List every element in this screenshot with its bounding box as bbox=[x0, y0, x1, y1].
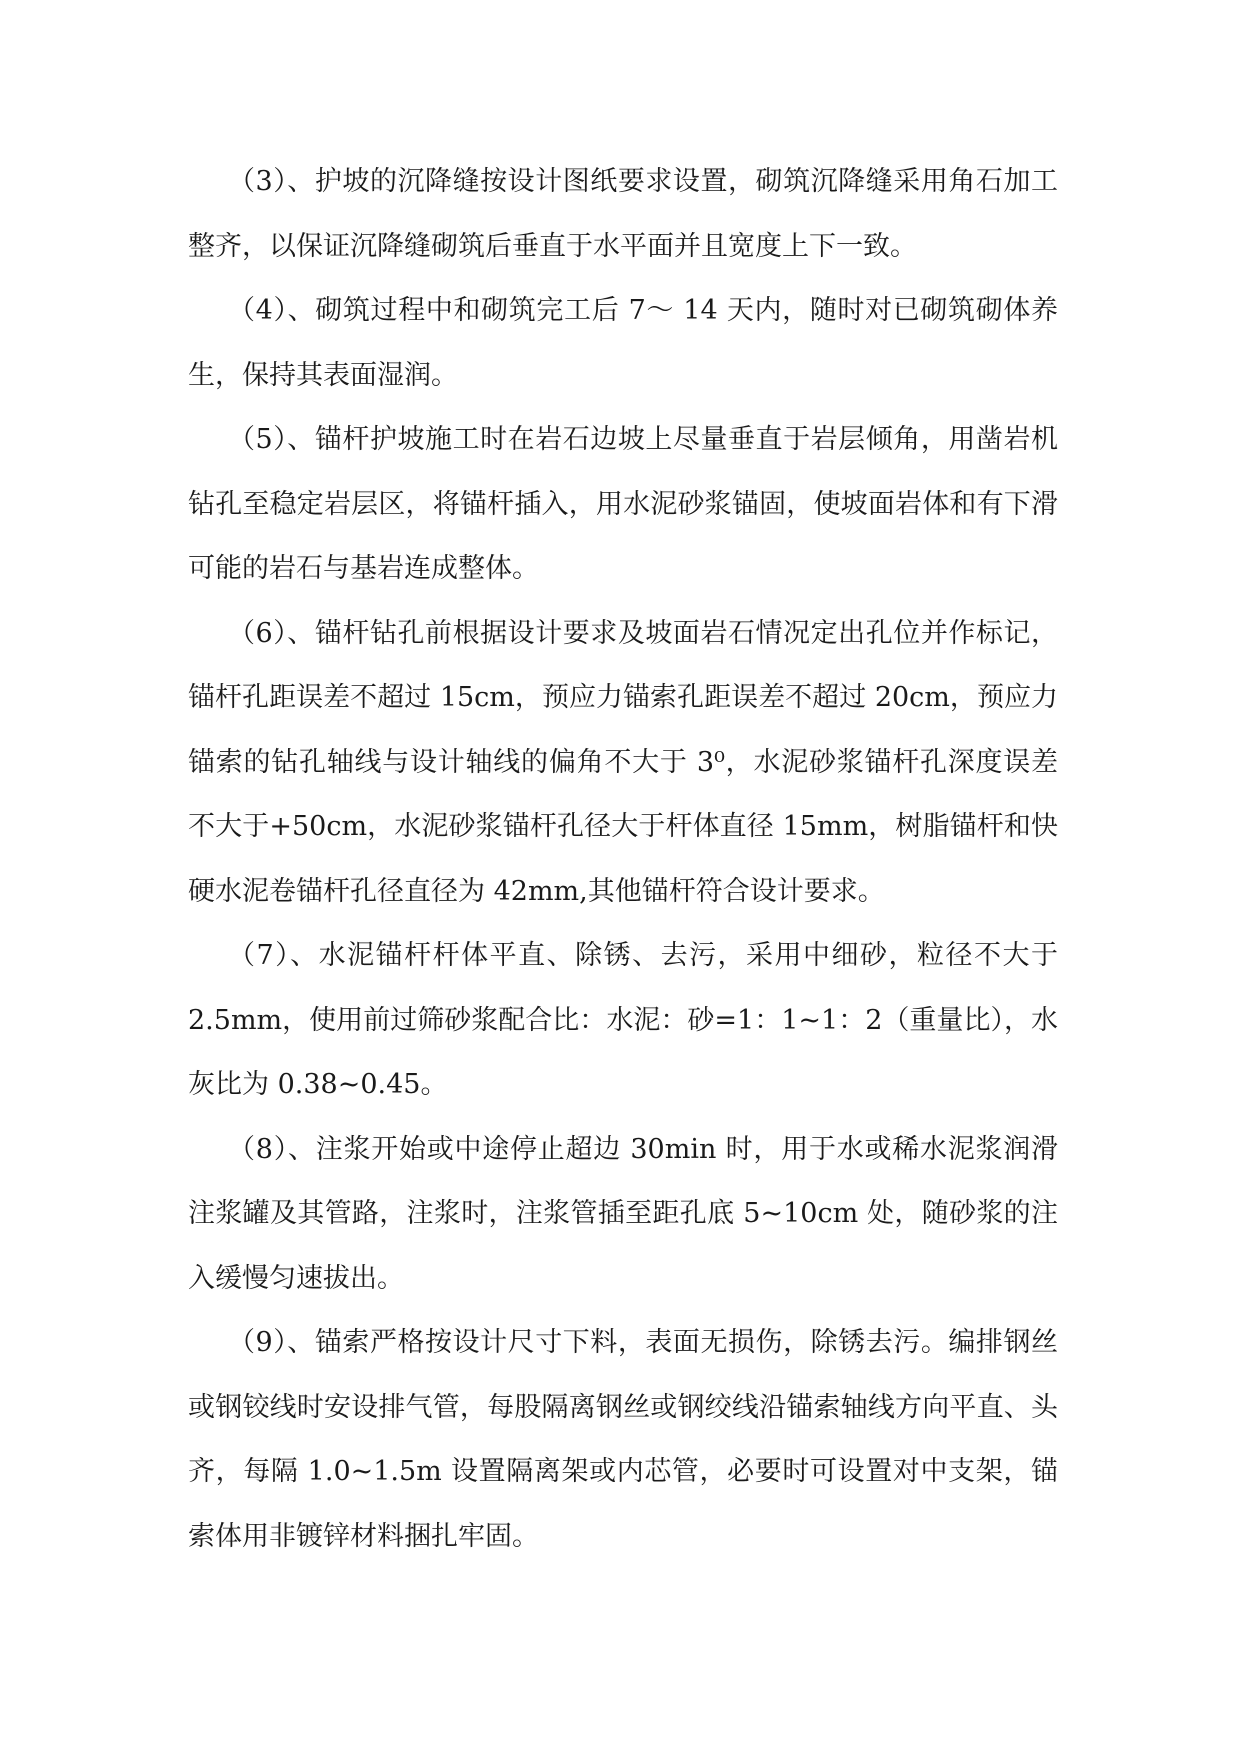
paragraph-7: （7）、水泥锚杆杆体平直、除锈、去污，采用中细砂，粒径不大于 2.5mm，使用前过筛砂浆配合比：水泥：砂=1：1~1：2（重量比），水灰比为 0.38~0.45。 bbox=[188, 940, 1058, 1100]
paragraph-8: （8）、注浆开始或中途停止超边 30min 时，用于水或稀水泥浆润滑注浆罐及其管路，注浆时，注浆管插至距孔底 5~10cm 处，随砂浆的注入缓慢匀速拔出。 bbox=[188, 1133, 1058, 1294]
paragraph-6: （6）、锚杆钻孔前根据设计要求及坡面岩石情况定出孔位并作标记，锚杆孔距误差不超过 15cm，预应力锚索孔距误差不超过 20cm，预应力锚索的钻孔轴线与设计轴线的偏角不大于 3⁰，水泥砂浆锚杆孔深度误差不大于+50cm，水泥砂浆锚杆孔径大于杆体直径 15mm，树脂锚杆和快硬水泥卷锚杆孔径直径为 42mm,其他锚杆符合设计要求。 bbox=[188, 617, 1058, 907]
paragraph-5: （5）、锚杆护坡施工时在岩石边坡上尽量垂直于岩层倾角，用凿岩机钻孔至稳定岩层区，将锚杆插入，用水泥砂浆锚固，使坡面岩体和有下滑可能的岩石与基岩连成整体。 bbox=[188, 424, 1058, 584]
paragraph-3: （3）、护坡的沉降缝按设计图纸要求设置，砌筑沉降缝采用角石加工整齐，以保证沉降缝砌筑后垂直于水平面并且宽度上下一致。 bbox=[188, 166, 1058, 262]
paragraph-4: （4）、砌筑过程中和砌筑完工后 7～ 14 天内，随时对已砌筑砌体养生，保持其表面湿润。 bbox=[188, 295, 1058, 391]
document-body bbox=[188, 150, 1058, 1569]
paragraph-9: （9）、锚索严格按设计尺寸下料，表面无损伤，除锈去污。编排钢丝或钢铰线时安设排气管，每股隔离钢丝或钢绞线沿锚索轴线方向平直、头齐，每隔 1.0~1.5m 设置隔离架或内芯管，必要时可设置对中支架，锚索体用非镀锌材料捆扎牢固。 bbox=[188, 1327, 1058, 1552]
